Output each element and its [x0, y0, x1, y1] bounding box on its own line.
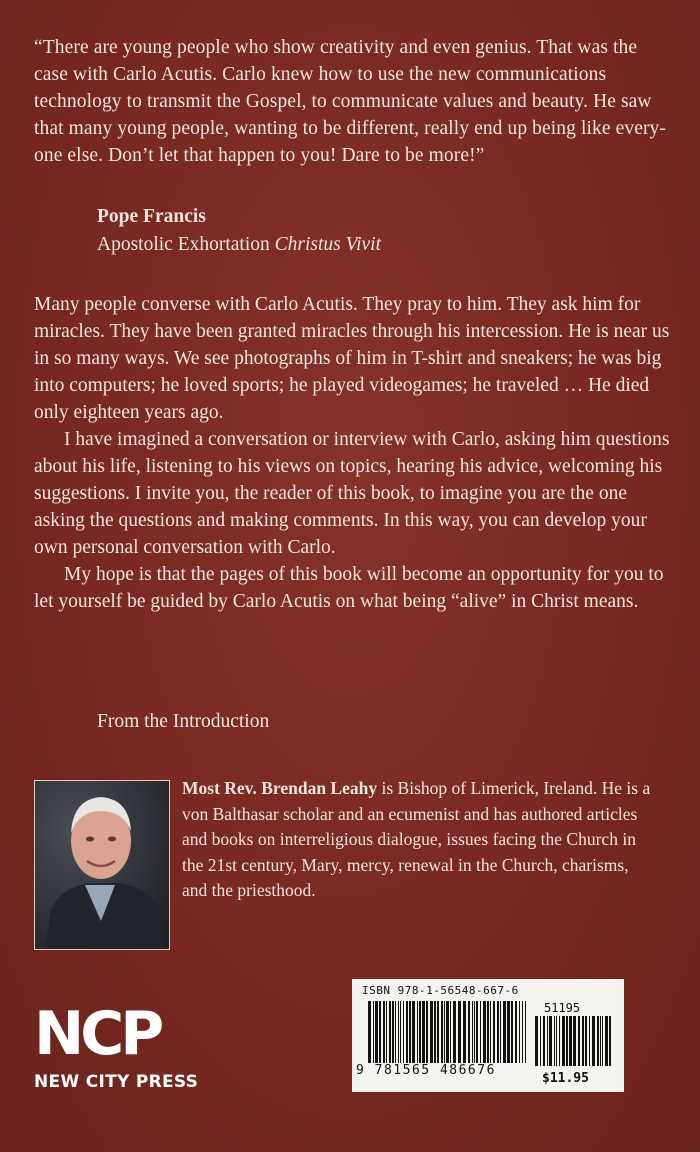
author-photo [34, 780, 170, 950]
barcode-stripe [441, 1001, 443, 1063]
barcode-stripe [383, 1001, 385, 1063]
barcode-stripe [497, 1001, 499, 1063]
barcode-stripe [566, 1016, 568, 1066]
barcode-stripe [549, 1016, 552, 1066]
barcode-stripe [483, 1001, 486, 1063]
barcode-stripe [487, 1001, 489, 1063]
barcode-stripe [605, 1016, 608, 1066]
quote-source [97, 231, 381, 259]
barcode-stripe [446, 1001, 449, 1063]
barcode-stripe [373, 1001, 374, 1063]
excerpt-source: From the Introduction [97, 711, 270, 732]
barcode-stripe [450, 1001, 451, 1063]
barcode-stripe [444, 1001, 445, 1063]
barcode-stripe [426, 1001, 428, 1063]
barcode-stripe [585, 1016, 587, 1066]
barcode-stripe [507, 1001, 510, 1063]
barcode-stripe [540, 1016, 541, 1066]
barcode-stripe [430, 1001, 433, 1063]
author-bio-text: is Bishop of Limerick, Ireland. He is a von Balthasar scholar and an ecumenist and has authored articles and books on interreligious dialogue, issues facing the Church in the 21st century, Mary, mercy, renewal in the Church, charisms, and the priesthood. [182, 778, 651, 900]
barcode-stripe [480, 1001, 481, 1063]
barcode-stripe [368, 1001, 371, 1063]
barcode-stripe [554, 1016, 555, 1066]
barcode-stripe [458, 1001, 461, 1063]
barcode-stripe [409, 1001, 411, 1063]
barcode-stripe [476, 1001, 478, 1063]
barcode-stripe [525, 1001, 526, 1063]
barcode-stripe [379, 1001, 381, 1063]
barcode-stripe [600, 1016, 601, 1066]
ean-barcode-icon [368, 1001, 528, 1065]
barcode-stripe [573, 1016, 576, 1066]
barcode-stripe [434, 1001, 436, 1063]
author-bio [182, 776, 652, 904]
barcode-stripe [437, 1001, 439, 1063]
barcode-stripe [463, 1001, 466, 1063]
publisher-name: NEW CITY PRESS [34, 1072, 199, 1092]
intro-paragraph-3: My hope is that the pages of this book will become an opportunity for you to let yourself be guided by Carlo Acutis on what being “alive” in Christ means. [34, 564, 664, 612]
introduction-excerpt [34, 291, 674, 615]
barcode-stripe [582, 1016, 584, 1066]
author-name: Most Rev. Brendan Leahy [182, 778, 378, 798]
barcode-stripe [569, 1016, 572, 1066]
quote-attribution [97, 203, 381, 259]
pope-quote: “There are young people who show creativity and even genius. That was the case with Carlo Acutis. Carlo knew how to use the new communications technology to transmit the Gospel, to communicate values and beauty. He saw that many young people, wanting to be different, really end up being like every-one else. Don’t let that happen to you! Dare to be more!” [34, 37, 666, 166]
barcode-stripe [422, 1001, 425, 1063]
barcode-stripe [609, 1016, 611, 1066]
barcode-stripe [547, 1016, 548, 1066]
addon-barcode-icon [535, 1016, 611, 1066]
barcode-stripe [543, 1016, 545, 1066]
barcode-stripe [592, 1016, 595, 1066]
barcode-stripe [392, 1001, 394, 1063]
barcode-stripe [493, 1001, 495, 1063]
barcode-stripe [556, 1016, 557, 1066]
barcode-stripe [589, 1016, 590, 1066]
barcode-stripe [398, 1001, 399, 1063]
barcode-stripe [403, 1001, 404, 1063]
barcode-stripe [453, 1001, 456, 1063]
isbn-text: ISBN 978-1-56548-667-6 [362, 984, 519, 997]
barcode-stripe [578, 1016, 580, 1066]
barcode-stripe [562, 1016, 565, 1066]
barcode-stripe [597, 1016, 599, 1066]
barcode-stripe [375, 1001, 378, 1063]
barcode-stripe [559, 1016, 560, 1066]
barcode-stripe [535, 1016, 538, 1066]
barcode-stripe [395, 1001, 396, 1063]
author-portrait-image [35, 781, 169, 949]
addon-number: 51195 [544, 1001, 581, 1015]
quote-source-title: Christus Vivit [274, 234, 382, 255]
barcode-stripe [417, 1001, 418, 1063]
publisher-logo [34, 999, 199, 1092]
barcode-stripe [511, 1001, 513, 1063]
intro-paragraph-2: I have imagined a conversation or interview with Carlo, asking him questions about his life, listening to his views on topics, hearing his advice, welcoming his suggestions. I invite you, the reader of this book, to imagine you are the one asking the questions and making comments. In this way, you can develop your own personal conversation with Carlo. [34, 429, 670, 558]
barcode-stripe [515, 1001, 517, 1063]
barcode-stripe [389, 1001, 391, 1063]
ean-number: 9 781565 486676 [356, 1063, 496, 1078]
barcode-stripe [472, 1001, 473, 1063]
barcode-stripe [468, 1001, 470, 1063]
price-text: $11.95 [542, 1071, 589, 1086]
barcode-stripe [522, 1001, 523, 1063]
barcode-stripe [503, 1001, 506, 1063]
quote-source-prefix: Apostolic Exhortation [97, 234, 275, 255]
intro-paragraph-1: Many people converse with Carlo Acutis. They pray to him. They ask him for miracles. They have been granted miracles through his intercession. He is near us in so many ways. We see photographs of him in T-shirt and sneakers; he was big into computers; he loved sports; he played videogames; he traveled … He died only eighteen years ago. [34, 294, 670, 423]
barcode-stripe [406, 1001, 408, 1063]
barcode-stripe [386, 1001, 387, 1063]
barcode-stripe [474, 1001, 475, 1063]
barcode-stripe [500, 1001, 501, 1063]
barcode-stripe [602, 1016, 603, 1066]
barcode-stripe [400, 1001, 401, 1063]
barcode-stripe [419, 1001, 421, 1063]
quote-author: Pope Francis [97, 206, 206, 227]
barcode-stripe [519, 1001, 520, 1063]
barcode-stripe [412, 1001, 415, 1063]
barcode-stripe [490, 1001, 491, 1063]
ncp-logo-mark: NCP [34, 999, 161, 1069]
barcode-label [352, 979, 624, 1092]
